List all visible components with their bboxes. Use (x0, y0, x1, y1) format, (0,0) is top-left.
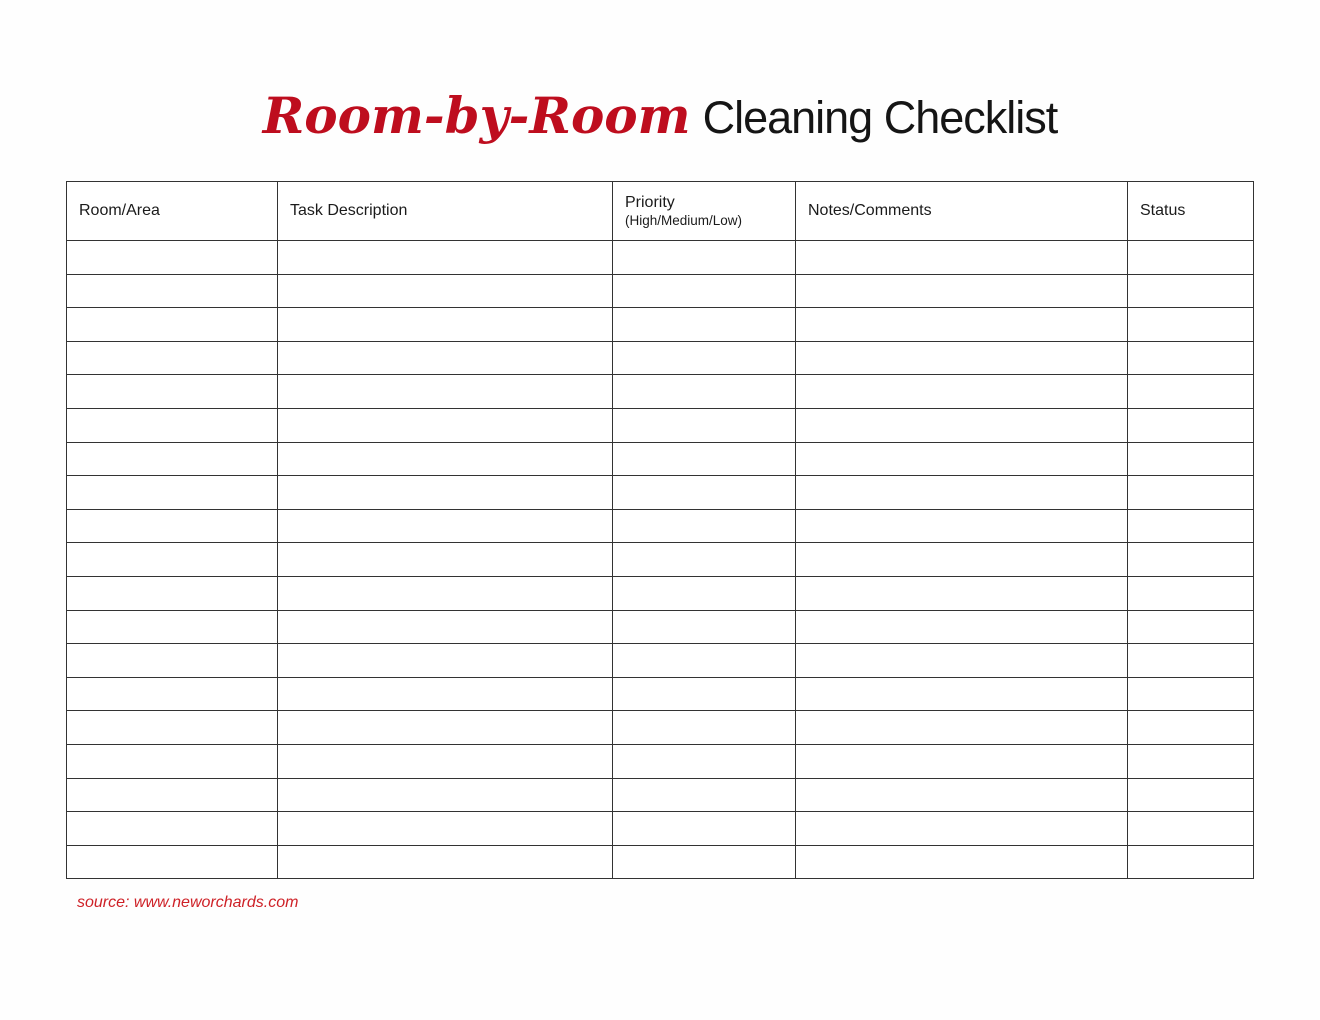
table-cell (613, 241, 796, 275)
table-cell (613, 408, 796, 442)
table-cell (613, 677, 796, 711)
cleaning-checklist-table (66, 181, 1254, 879)
table-cell (67, 576, 278, 610)
table-cell (1128, 711, 1254, 745)
column-header-task-description (278, 182, 613, 241)
table-cell (1128, 509, 1254, 543)
column-header-label: Notes/Comments (808, 202, 932, 219)
table-cell (278, 509, 613, 543)
table-cell (278, 744, 613, 778)
table-row (67, 341, 1254, 375)
table-cell (613, 711, 796, 745)
table-cell (1128, 845, 1254, 879)
table-cell (1128, 644, 1254, 678)
table-cell (796, 543, 1128, 577)
table-cell (613, 341, 796, 375)
page-title (0, 86, 1320, 152)
table-cell (278, 274, 613, 308)
table-cell (613, 375, 796, 409)
table-cell (796, 308, 1128, 342)
table-cell (796, 576, 1128, 610)
table-cell (67, 274, 278, 308)
page-title-script-part: Room-by-Room (262, 86, 691, 145)
table-cell (796, 241, 1128, 275)
table-cell (67, 543, 278, 577)
table-cell (278, 610, 613, 644)
table-cell (613, 644, 796, 678)
table-cell (1128, 778, 1254, 812)
table-cell (1128, 576, 1254, 610)
table-cell (278, 308, 613, 342)
table-cell (796, 408, 1128, 442)
table-cell (67, 241, 278, 275)
table-cell (796, 778, 1128, 812)
table-row (67, 744, 1254, 778)
table-cell (796, 610, 1128, 644)
table-row (67, 711, 1254, 745)
column-header-sublabel: (High/Medium/Low) (625, 213, 743, 229)
table-cell (67, 476, 278, 510)
table-cell (613, 610, 796, 644)
table-row (67, 241, 1254, 275)
table-cell (613, 476, 796, 510)
table-cell (67, 308, 278, 342)
table-cell (1128, 812, 1254, 846)
table-cell (613, 778, 796, 812)
column-header-priority (613, 182, 796, 241)
column-header-label: Priority (625, 194, 675, 212)
table-cell (796, 442, 1128, 476)
column-header-label: Status (1140, 202, 1186, 219)
table-cell (1128, 274, 1254, 308)
table-row (67, 778, 1254, 812)
table-cell (67, 677, 278, 711)
table-cell (67, 812, 278, 846)
table-cell (278, 711, 613, 745)
table-cell (67, 442, 278, 476)
table-row (67, 812, 1254, 846)
table-row (67, 543, 1254, 577)
table-cell (796, 812, 1128, 846)
table-cell (67, 509, 278, 543)
table-cell (796, 644, 1128, 678)
table-cell (613, 509, 796, 543)
table-row (67, 375, 1254, 409)
table-row (67, 677, 1254, 711)
column-header-label: Room/Area (79, 202, 160, 219)
table-cell (67, 644, 278, 678)
table-cell (1128, 241, 1254, 275)
column-header-status (1128, 182, 1254, 241)
table-cell (613, 543, 796, 577)
table-cell (278, 812, 613, 846)
table-cell (1128, 543, 1254, 577)
table-cell (278, 375, 613, 409)
table-cell (796, 509, 1128, 543)
table-cell (1128, 610, 1254, 644)
table-row (67, 442, 1254, 476)
table-cell (613, 308, 796, 342)
table-cell (278, 644, 613, 678)
table-cell (278, 576, 613, 610)
table-cell (613, 744, 796, 778)
table-cell (67, 778, 278, 812)
table-cell (67, 408, 278, 442)
table-cell (613, 274, 796, 308)
table-cell (1128, 308, 1254, 342)
table-cell (1128, 375, 1254, 409)
table-header-row (67, 182, 1254, 241)
table-cell (796, 744, 1128, 778)
table-cell (1128, 744, 1254, 778)
table-cell (1128, 341, 1254, 375)
table-cell (613, 442, 796, 476)
table-cell (796, 677, 1128, 711)
table-cell (796, 341, 1128, 375)
table-cell (278, 408, 613, 442)
column-header-notes-comments (796, 182, 1128, 241)
table-cell (278, 476, 613, 510)
table-cell (1128, 677, 1254, 711)
table-cell (1128, 408, 1254, 442)
table-cell (67, 744, 278, 778)
table-row (67, 509, 1254, 543)
table-cell (796, 845, 1128, 879)
table-cell (796, 375, 1128, 409)
table-row (67, 476, 1254, 510)
table-cell (613, 812, 796, 846)
table-row (67, 845, 1254, 879)
table-cell (796, 274, 1128, 308)
table-cell (1128, 476, 1254, 510)
table-cell (278, 241, 613, 275)
table-row (67, 610, 1254, 644)
table-cell (1128, 442, 1254, 476)
table-cell (796, 711, 1128, 745)
table-cell (67, 711, 278, 745)
column-header-room-area (67, 182, 278, 241)
table-cell (278, 778, 613, 812)
table-cell (278, 442, 613, 476)
page-title-plain-part: Cleaning Checklist (702, 92, 1058, 143)
table-cell (613, 576, 796, 610)
table-row (67, 408, 1254, 442)
source-attribution: source: www.neworchards.com (77, 894, 299, 911)
table-row (67, 644, 1254, 678)
table-row (67, 308, 1254, 342)
table-row (67, 576, 1254, 610)
table-cell (67, 341, 278, 375)
table-cell (278, 677, 613, 711)
table-body (67, 241, 1254, 879)
table-cell (278, 845, 613, 879)
table-cell (67, 845, 278, 879)
column-header-label: Task Description (290, 202, 408, 219)
table-cell (613, 845, 796, 879)
table-cell (278, 341, 613, 375)
table-cell (67, 375, 278, 409)
table-row (67, 274, 1254, 308)
table-cell (796, 476, 1128, 510)
table-cell (278, 543, 613, 577)
table-cell (67, 610, 278, 644)
